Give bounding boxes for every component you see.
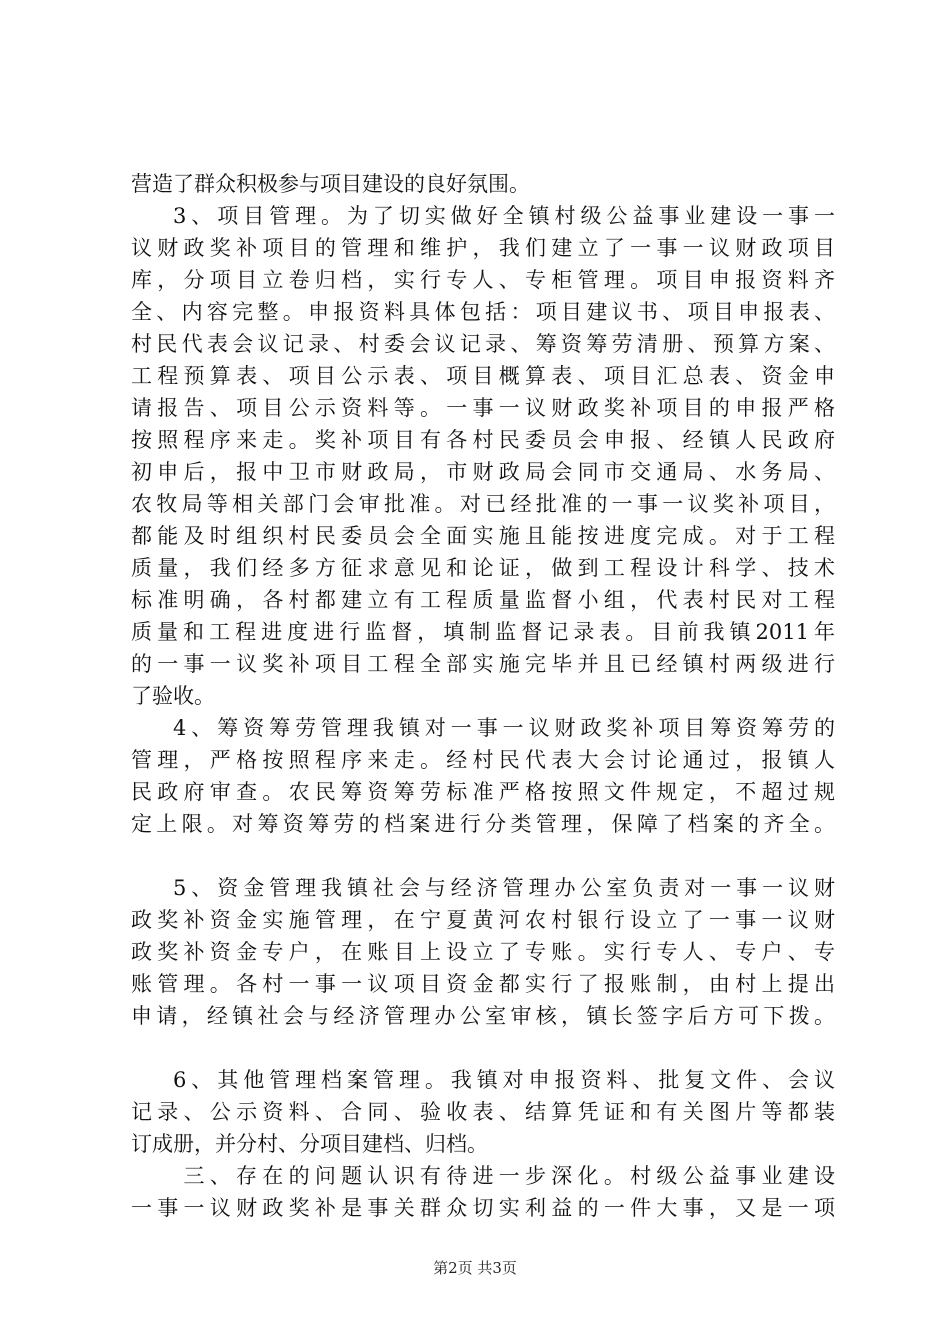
text-line: 6、其他管理档案管理。我镇对申报资料、批复文件、会议: [173, 1068, 835, 1092]
text-line: 定上限。对筹资筹劳的档案进行分类管理，保障了档案的齐全。: [131, 812, 835, 836]
text-line: 政奖补资金实施管理，在宁夏黄河农村银行设立了一事一议财: [131, 908, 835, 932]
text-line: 议财政奖补项目的管理和维护，我们建立了一事一议财政项目: [131, 236, 835, 260]
text-line: 库，分项目立卷归档，实行专人、专柜管理。项目申报资料齐: [131, 268, 835, 292]
text-line: 质量，我们经多方征求意见和论证，做到工程设计科学、技术: [131, 556, 835, 580]
text-line: 初申后，报中卫市财政局，市财政局会同市交通局、水务局、: [131, 460, 835, 484]
text-line: 订成册，并分村、分项目建档、归档。: [131, 1132, 488, 1156]
document-body: [131, 168, 835, 1224]
text-line: 三、存在的问题认识有待进一步深化。村级公益事业建设: [183, 1164, 835, 1188]
text-line: 3、项目管理。为了切实做好全镇村级公益事业建设一事一: [173, 204, 835, 228]
text-line: 民政府审查。农民筹资筹劳标准严格按照文件规定，不超过规: [131, 780, 835, 804]
text-line: 按照程序来走。奖补项目有各村民委员会申报、经镇人民政府: [131, 428, 835, 452]
text-line: 都能及时组织村民委员会全面实施且能按进度完成。对于工程: [131, 524, 835, 548]
text-line: 营造了群众积极参与项目建设的良好氛围。: [131, 172, 530, 196]
text-line: 村民代表会议记录、村委会议记录、筹资筹劳清册、预算方案、: [131, 332, 835, 356]
text-line: 政奖补资金专户，在账目上设立了专账。实行专人、专户、专: [131, 940, 835, 964]
text-line: 账管理。各村一事一议项目资金都实行了报账制，由村上提出: [131, 972, 835, 996]
text-line: 了验收。: [131, 684, 215, 708]
text-line: 记录、公示资料、合同、验收表、结算凭证和有关图片等都装: [131, 1100, 835, 1124]
text-line: 管理，严格按照程序来走。经村民代表大会讨论通过，报镇人: [131, 748, 835, 772]
text-line: 申请，经镇社会与经济管理办公室审核，镇长签字后方可下拨。: [131, 1004, 835, 1028]
page-number-label: 第2页 共3页: [433, 1259, 517, 1277]
text-line: 一事一议财政奖补是事关群众切实利益的一件大事，又是一项: [131, 1196, 835, 1220]
text-line: 标准明确，各村都建立有工程质量监督小组，代表村民对工程: [131, 588, 835, 612]
text-line: 请报告、项目公示资料等。一事一议财政奖补项目的申报严格: [131, 396, 835, 420]
paragraph-gap: [131, 1032, 835, 1064]
text-line: 农牧局等相关部门会审批准。对已经批准的一事一议奖补项目，: [131, 492, 835, 516]
text-line: 质量和工程进度进行监督，填制监督记录表。目前我镇2011年: [131, 620, 835, 644]
text-line: 工程预算表、项目公示表、项目概算表、项目汇总表、资金申: [131, 364, 835, 388]
text-line: 的一事一议奖补项目工程全部实施完毕并且已经镇村两级进行: [131, 652, 835, 676]
text-line: 4、筹资筹劳管理我镇对一事一议财政奖补项目筹资筹劳的: [173, 716, 835, 740]
text-line: 全、内容完整。申报资料具体包括：项目建议书、项目申报表、: [131, 300, 835, 324]
text-line: 5、资金管理我镇社会与经济管理办公室负责对一事一议财: [173, 876, 835, 900]
page-footer: [0, 1258, 950, 1278]
paragraph-gap: [131, 840, 835, 872]
